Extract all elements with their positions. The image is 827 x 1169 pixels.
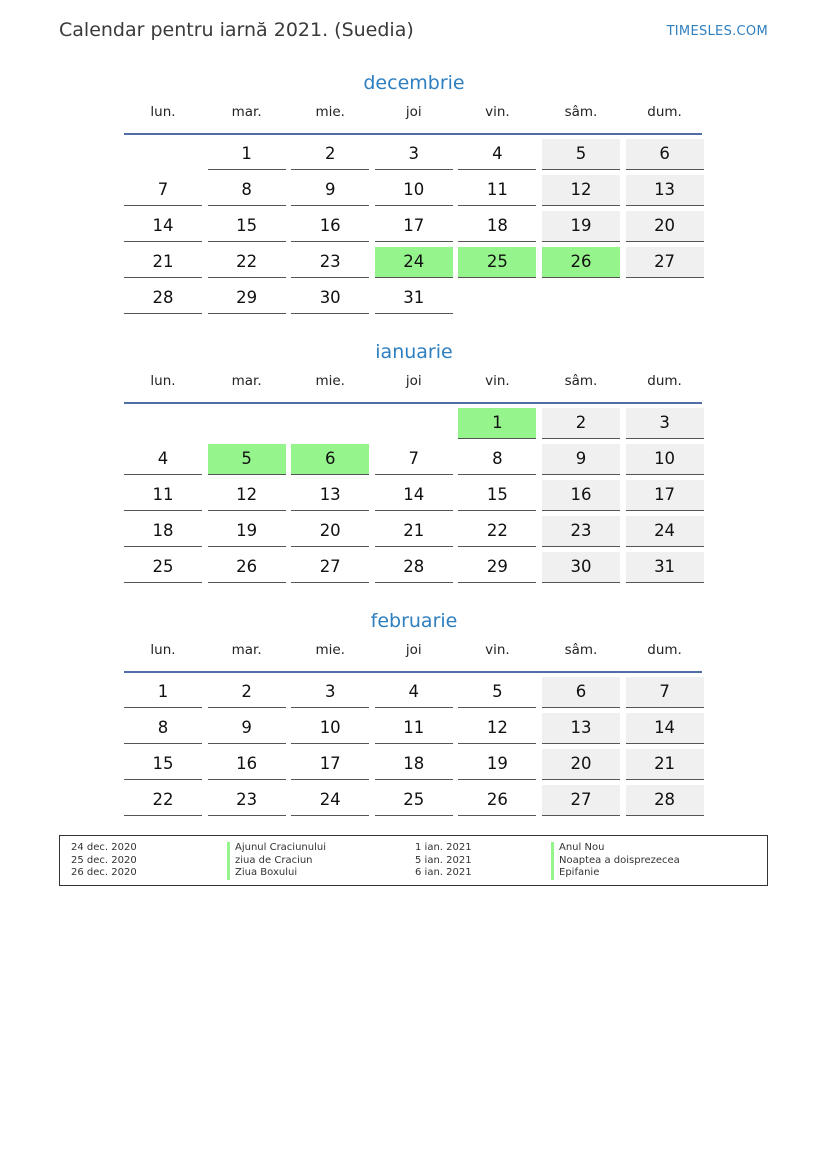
day-cell: 16	[291, 211, 369, 242]
day-cell: 3	[626, 408, 704, 439]
weekday-label: sâm.	[564, 373, 598, 389]
day-cell: 20	[291, 516, 369, 547]
legend-date: 24 dec. 2020	[71, 842, 137, 853]
holiday-day-cell: 26	[542, 247, 620, 278]
weekday-label: lun.	[150, 642, 176, 658]
day-cell: 18	[375, 749, 453, 780]
day-cell: 1	[124, 677, 202, 708]
legend-holiday-name: Epifanie	[551, 867, 680, 880]
weekday-label: mie.	[315, 373, 345, 389]
day-cell: 22	[208, 247, 286, 278]
day-cell: 9	[291, 175, 369, 206]
legend-left-dates	[71, 842, 137, 880]
legend-holiday-name: ziua de Craciun	[227, 855, 326, 868]
day-cell: 22	[124, 785, 202, 816]
day-cell: 3	[291, 677, 369, 708]
day-cell: 31	[375, 283, 453, 314]
day-cell: 27	[542, 785, 620, 816]
day-cell: 19	[542, 211, 620, 242]
day-cell: 17	[626, 480, 704, 511]
day-cell: 16	[208, 749, 286, 780]
month-name: februarie	[370, 610, 458, 632]
weekday-label: sâm.	[564, 104, 598, 120]
empty-cell	[291, 408, 369, 438]
month-name: ianuarie	[375, 341, 453, 363]
day-cell: 12	[458, 713, 536, 744]
day-cell: 9	[542, 444, 620, 475]
weekday-label: mie.	[315, 642, 345, 658]
legend-date: 1 ian. 2021	[415, 842, 472, 853]
weekday-label: dum.	[647, 104, 682, 120]
legend-date: 6 ian. 2021	[415, 867, 472, 878]
day-cell: 17	[375, 211, 453, 242]
day-cell: 23	[208, 785, 286, 816]
weekday-label: vin.	[485, 642, 510, 658]
holiday-day-cell: 6	[291, 444, 369, 475]
holiday-day-cell: 24	[375, 247, 453, 278]
day-cell: 21	[124, 247, 202, 278]
day-cell: 8	[124, 713, 202, 744]
legend-holiday-name: Ziua Boxului	[227, 867, 326, 880]
legend-left-names	[227, 842, 326, 880]
day-cell: 27	[291, 552, 369, 583]
day-cell: 30	[291, 283, 369, 314]
day-cell: 27	[626, 247, 704, 278]
day-cell: 19	[458, 749, 536, 780]
legend-date: 26 dec. 2020	[71, 867, 137, 878]
page-title: Calendar pentru iarnă 2021. (Suedia)	[59, 19, 414, 41]
month-name: decembrie	[363, 72, 465, 94]
day-cell: 10	[291, 713, 369, 744]
legend-date: 5 ian. 2021	[415, 854, 472, 866]
weekday-label: mar.	[231, 373, 262, 389]
day-grid	[124, 677, 704, 817]
header-rule	[124, 133, 702, 135]
day-cell: 11	[375, 713, 453, 744]
day-cell: 8	[458, 444, 536, 475]
day-cell: 13	[291, 480, 369, 511]
day-cell: 28	[626, 785, 704, 816]
legend-holiday-name: Ajunul Craciunului	[227, 842, 326, 855]
day-grid	[124, 408, 704, 584]
day-cell: 2	[291, 139, 369, 170]
weekday-label: vin.	[485, 104, 510, 120]
weekday-label: lun.	[150, 373, 176, 389]
day-cell: 11	[124, 480, 202, 511]
legend-right-names	[551, 842, 680, 880]
day-cell: 24	[291, 785, 369, 816]
weekday-header	[124, 639, 704, 671]
weekday-label: vin.	[485, 373, 510, 389]
day-cell: 13	[626, 175, 704, 206]
day-cell: 2	[208, 677, 286, 708]
day-cell: 28	[124, 283, 202, 314]
header-rule	[124, 671, 702, 673]
day-cell: 4	[124, 444, 202, 475]
day-cell: 23	[542, 516, 620, 547]
day-cell: 17	[291, 749, 369, 780]
day-cell: 21	[626, 749, 704, 780]
weekday-header	[124, 101, 704, 133]
weekday-label: joi	[405, 373, 422, 389]
day-cell: 9	[208, 713, 286, 744]
day-cell: 8	[208, 175, 286, 206]
weekday-header	[124, 370, 704, 402]
day-cell: 25	[375, 785, 453, 816]
day-cell: 15	[458, 480, 536, 511]
empty-cell	[124, 139, 202, 169]
legend-holiday-name: Noaptea a doisprezecea	[551, 855, 680, 868]
day-cell: 14	[375, 480, 453, 511]
day-cell: 3	[375, 139, 453, 170]
weekday-label: mar.	[231, 104, 262, 120]
day-cell: 7	[626, 677, 704, 708]
month-block	[124, 339, 704, 584]
legend-date: 25 dec. 2020	[71, 854, 137, 866]
holiday-day-cell: 5	[208, 444, 286, 475]
day-cell: 22	[458, 516, 536, 547]
day-cell: 25	[124, 552, 202, 583]
day-cell: 21	[375, 516, 453, 547]
header-rule	[124, 402, 702, 404]
day-cell: 26	[208, 552, 286, 583]
weekday-label: dum.	[647, 373, 682, 389]
day-cell: 6	[542, 677, 620, 708]
month-block	[124, 70, 704, 315]
day-cell: 31	[626, 552, 704, 583]
day-cell: 19	[208, 516, 286, 547]
weekday-label: mie.	[315, 104, 345, 120]
day-cell: 13	[542, 713, 620, 744]
weekday-label: sâm.	[564, 642, 598, 658]
day-cell: 14	[626, 713, 704, 744]
weekday-label: joi	[405, 104, 422, 120]
day-cell: 20	[626, 211, 704, 242]
day-cell: 30	[542, 552, 620, 583]
holiday-day-cell: 25	[458, 247, 536, 278]
weekday-label: dum.	[647, 642, 682, 658]
weekday-label: mar.	[231, 642, 262, 658]
holiday-day-cell: 1	[458, 408, 536, 439]
day-cell: 2	[542, 408, 620, 439]
empty-cell	[124, 408, 202, 438]
legend-holiday-name: Anul Nou	[551, 842, 680, 855]
day-cell: 26	[458, 785, 536, 816]
day-cell: 15	[208, 211, 286, 242]
weekday-label: joi	[405, 642, 422, 658]
day-grid	[124, 139, 704, 315]
day-cell: 16	[542, 480, 620, 511]
month-block	[124, 608, 704, 817]
day-cell: 4	[375, 677, 453, 708]
day-cell: 20	[542, 749, 620, 780]
day-cell: 6	[626, 139, 704, 170]
day-cell: 23	[291, 247, 369, 278]
day-cell: 7	[375, 444, 453, 475]
weekday-label: lun.	[150, 104, 176, 120]
day-cell: 24	[626, 516, 704, 547]
day-cell: 10	[626, 444, 704, 475]
day-cell: 29	[208, 283, 286, 314]
day-cell: 1	[208, 139, 286, 170]
day-cell: 10	[375, 175, 453, 206]
day-cell: 11	[458, 175, 536, 206]
day-cell: 15	[124, 749, 202, 780]
day-cell: 28	[375, 552, 453, 583]
day-cell: 5	[542, 139, 620, 170]
day-cell: 29	[458, 552, 536, 583]
day-cell: 18	[458, 211, 536, 242]
day-cell: 4	[458, 139, 536, 170]
day-cell: 12	[208, 480, 286, 511]
holiday-legend	[59, 835, 768, 886]
day-cell: 14	[124, 211, 202, 242]
legend-right-dates	[415, 842, 472, 880]
day-cell: 18	[124, 516, 202, 547]
day-cell: 7	[124, 175, 202, 206]
brand-link[interactable]: TIMESLES.COM	[666, 24, 768, 39]
empty-cell	[208, 408, 286, 438]
empty-cell	[375, 408, 453, 438]
day-cell: 12	[542, 175, 620, 206]
day-cell: 5	[458, 677, 536, 708]
